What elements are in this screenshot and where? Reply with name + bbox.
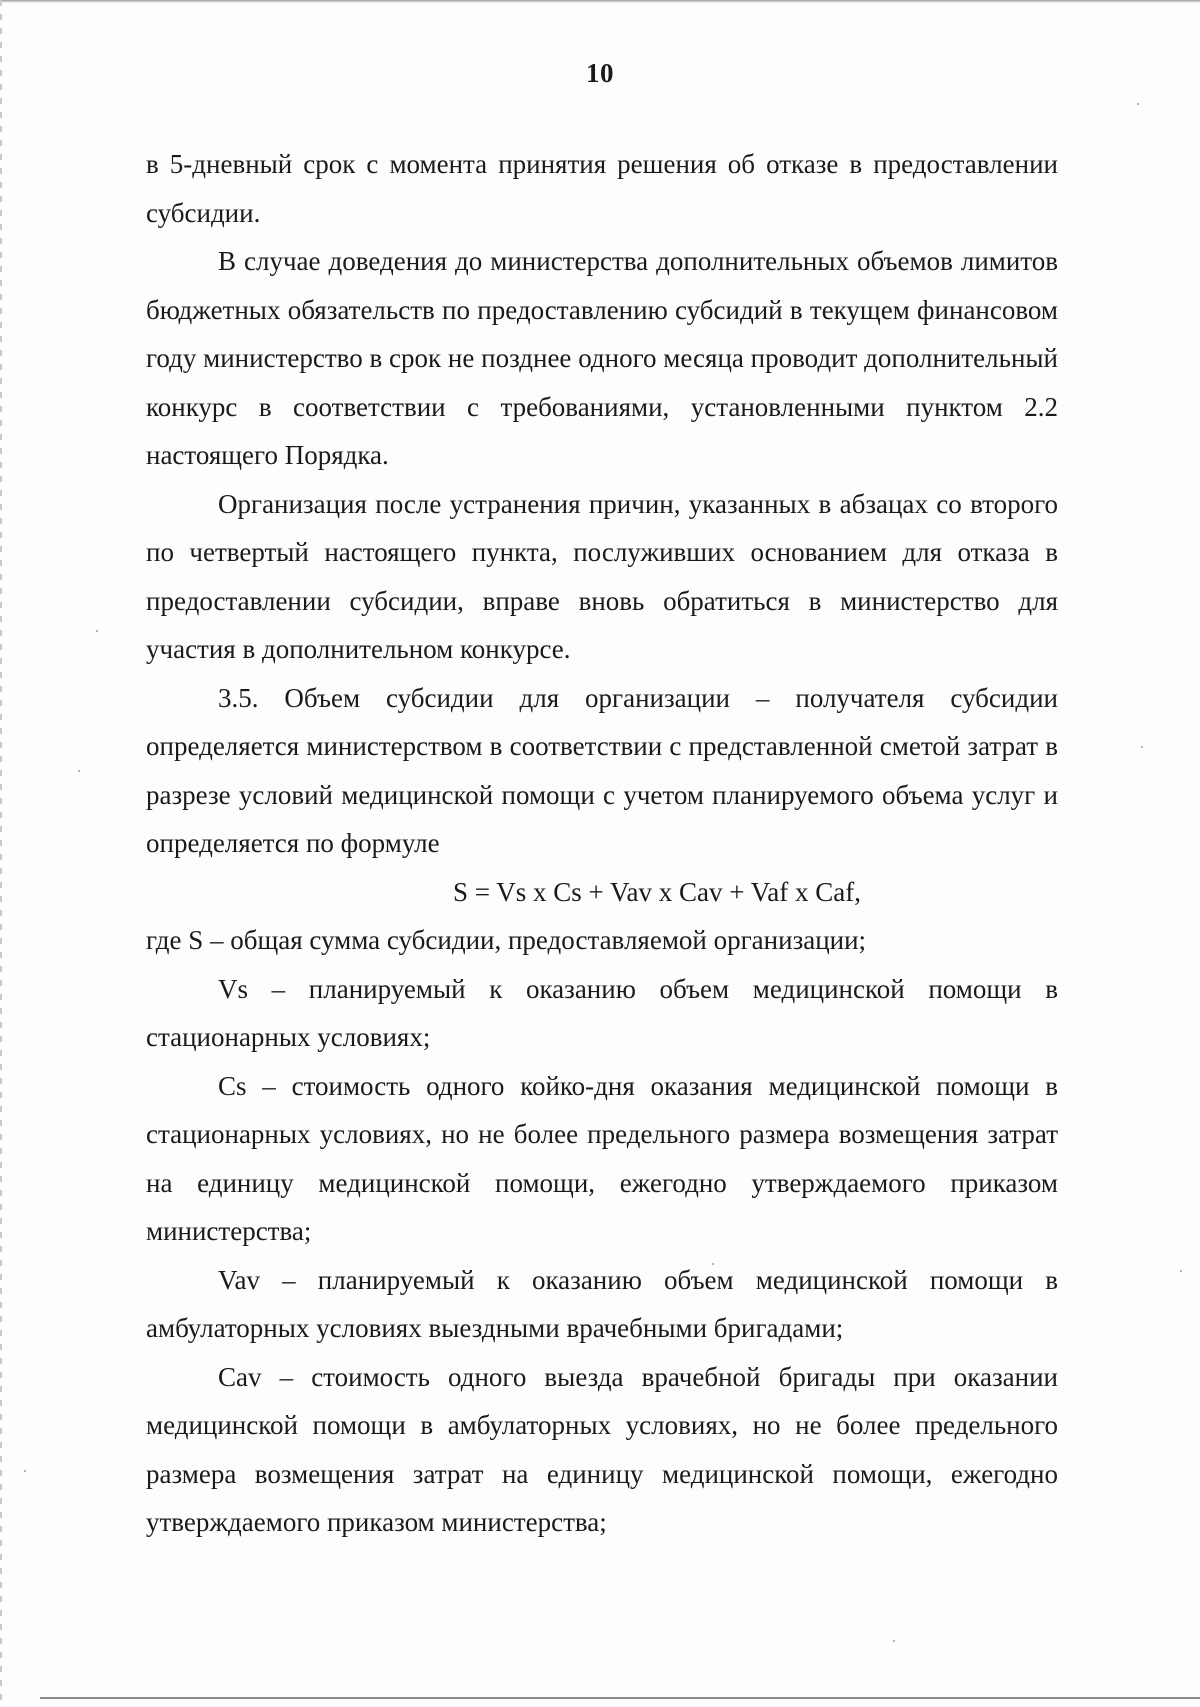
scan-speck bbox=[96, 630, 98, 632]
page-number: 10 bbox=[586, 58, 614, 88]
paragraph-clause-3-5: 3.5. Объем субсидии для организации – получателя субсидии определяется министерством в соответствии с представленной сметой затрат в разрезе условий медицинской помощи с учетом планируемого объема услуг и определяется по формуле bbox=[146, 682, 1058, 858]
scan-speck bbox=[1137, 103, 1139, 105]
definition-vav: Vav – планируемый к оказанию объем медицинской помощи в амбулаторных условиях выездными врачебными бригадами; bbox=[146, 1264, 1058, 1343]
scan-speck bbox=[893, 1640, 895, 1642]
paragraph-additional-limits: В случае доведения до министерства дополнительных объемов лимитов бюджетных обязательств по предоставлению субсидий в текущем финансовом году министерство в срок не позднее одного месяца проводит дополнительный конкурс в соответствии с требованиями, установленными пунктом 2.2 настоящего Порядка. bbox=[146, 246, 1058, 470]
body-text bbox=[146, 140, 1058, 1547]
definition-s: где S – общая сумма субсидии, предоставляемой организации; bbox=[146, 925, 867, 955]
scan-bottom-edge bbox=[40, 1697, 1200, 1699]
paragraph-continuation: в 5-дневный срок с момента принятия решения об отказе в предоставлении субсидии. bbox=[146, 149, 1058, 228]
scan-speck bbox=[78, 770, 80, 772]
definition-cs: Cs – стоимость одного койко-дня оказания медицинской помощи в стационарных условиях, но не более предельного размера возмещения затрат на единицу медицинской помощи, ежегодно утверждаемого приказом министерства; bbox=[146, 1070, 1058, 1246]
paragraph-reapply: Организация после устранения причин, указанных в абзацах со второго по четвертый настоящего пункта, послуживших основанием для отказа в предоставлении субсидии, вправе вновь обратиться в министерство для участия в дополнительном конкурсе. bbox=[146, 488, 1058, 664]
scan-left-edge bbox=[0, 0, 2, 1707]
scan-speck bbox=[24, 1470, 26, 1472]
scan-speck bbox=[1141, 746, 1143, 748]
definition-vs: Vs – планируемый к оказанию объем медицинской помощи в стационарных условиях; bbox=[146, 973, 1058, 1052]
definition-cav: Cav – стоимость одного выезда врачебной бригады при оказании медицинской помощи в амбулаторных условиях, но не более предельного размера возмещения затрат на единицу медицинской помощи, ежегодно утверждаемого приказом министерства; bbox=[146, 1361, 1058, 1537]
scan-speck bbox=[1180, 1270, 1182, 1272]
subsidy-formula: S = Vs x Cs + Vav x Cav + Vaf x Caf, bbox=[453, 876, 861, 907]
scan-speck bbox=[712, 1263, 714, 1265]
scan-top-edge bbox=[0, 0, 1200, 3]
